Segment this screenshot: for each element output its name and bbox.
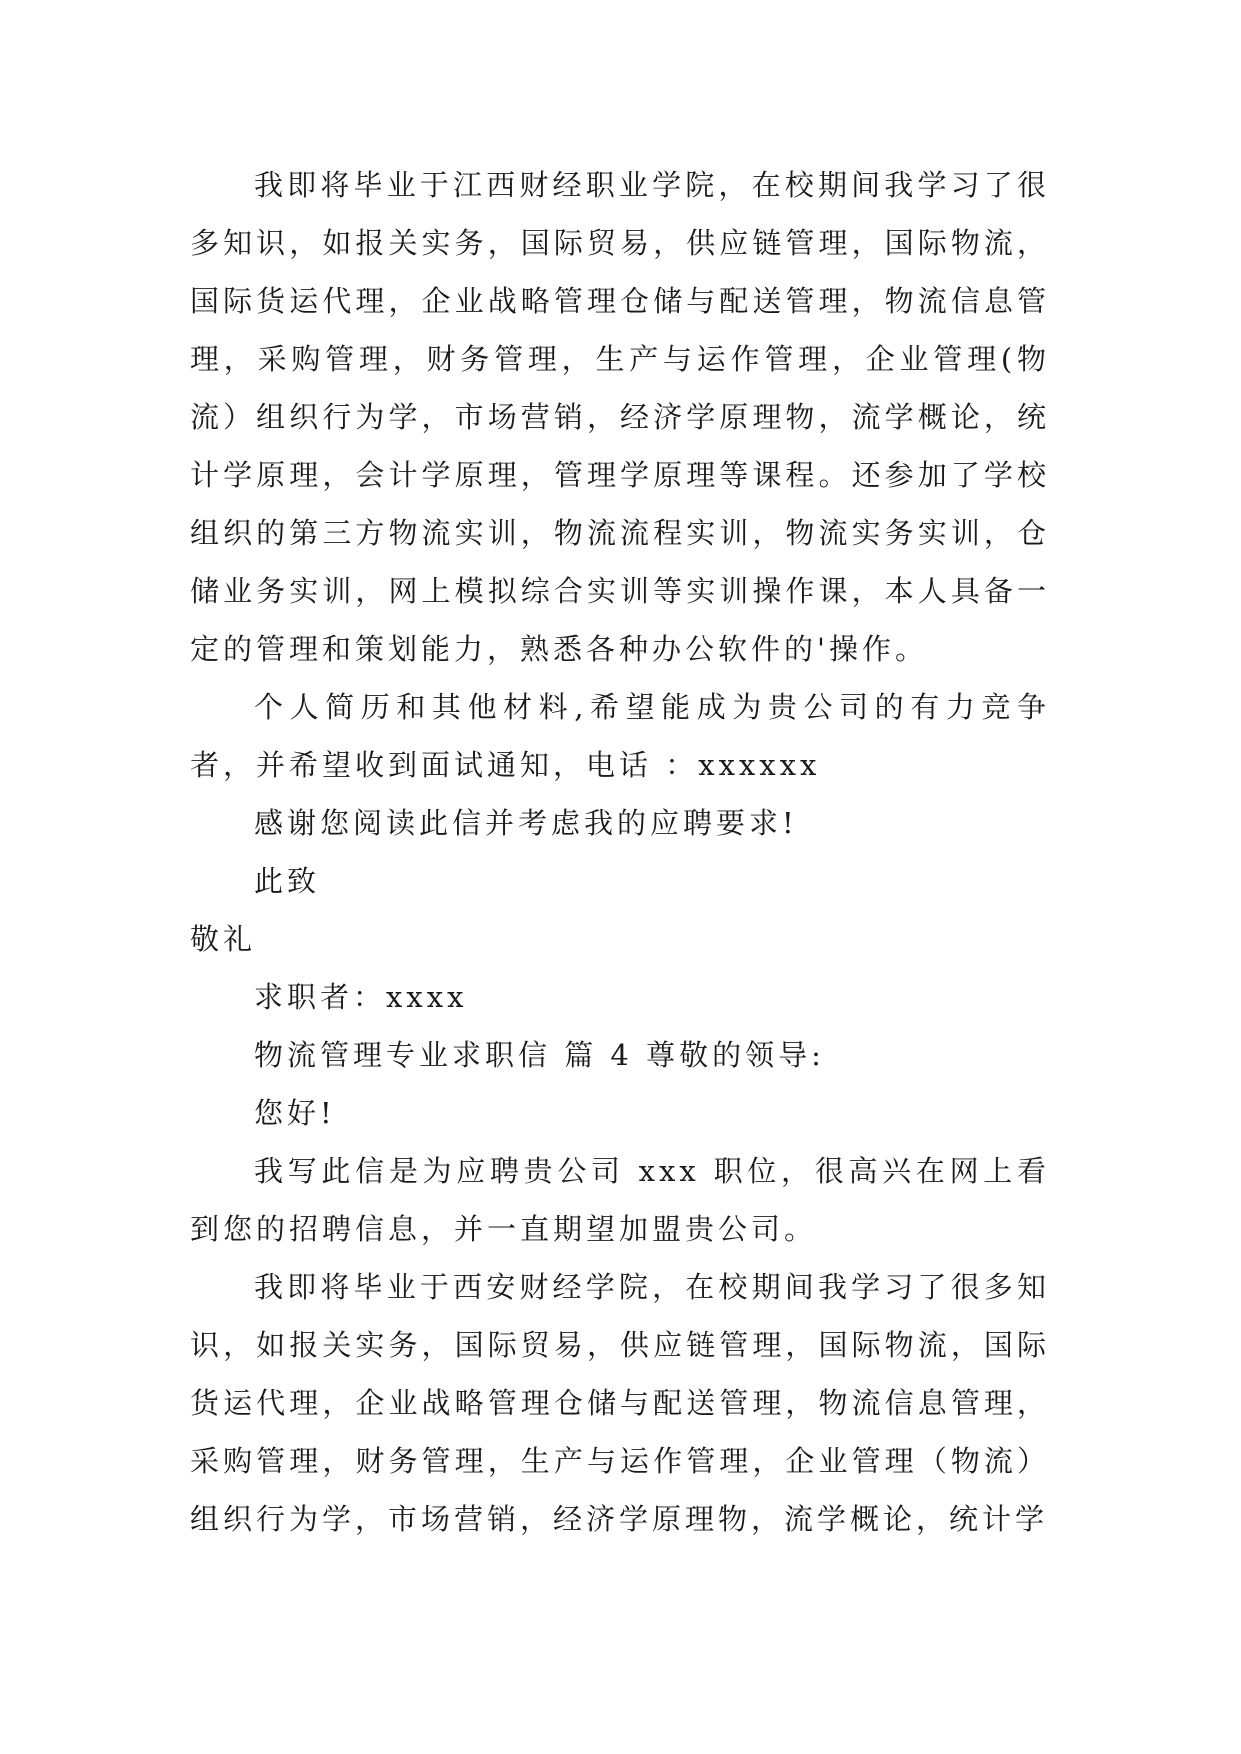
greeting: 您好! <box>254 1096 336 1130</box>
paragraph-education-2: 我即将毕业于西安财经学院，在校期间我学习了很多知识，如报关实务，国际贸易，供应链管理，国际物流，国际货运代理，企业战略管理仓储与配送管理，物流信息管理，采购管理，财务管理，生产与运作管理，企业管理（物流）组织行为学，市场营销，经济学原理物，流学概论，统计学 <box>190 1270 1050 1536</box>
signature-applicant: 求职者：xxxx <box>254 980 468 1014</box>
section-heading: 物流管理专业求职信 篇 4 尊敬的领导: <box>254 1038 825 1072</box>
paragraph-contact: 个人简历和其他材料,希望能成为贵公司的有力竞争者，并希望收到面试通知，电话 ：xxxxxx <box>190 690 1050 782</box>
paragraph-education: 我即将毕业于江西财经职业学院，在校期间我学习了很多知识，如报关实务，国际贸易，供应链管理，国际物流，国际货运代理，企业战略管理仓储与配送管理，物流信息管理，采购管理，财务管理，生产与运作管理，企业管理(物流）组织行为学，市场营销，经济学原理物，流学概论，统计学原理，会计学原理，管理学原理等课程。还参加了学校组织的第三方物流实训，物流流程实训，物流实务实训，仓储业务实训，网上模拟综合实训等实训操作课，本人具备一定的管理和策划能力，熟悉各种办公软件的'操作。 <box>190 168 1050 666</box>
paragraph-intro: 我写此信是为应聘贵公司 xxx 职位，很高兴在网上看到您的招聘信息，并一直期望加盟贵公司。 <box>190 1154 1050 1246</box>
paragraph-thanks: 感谢您阅读此信并考虑我的应聘要求! <box>254 806 798 840</box>
document-body <box>190 156 1050 1548</box>
closing-salutation: 此致 <box>254 864 321 898</box>
closing-regards: 敬礼 <box>190 922 257 956</box>
